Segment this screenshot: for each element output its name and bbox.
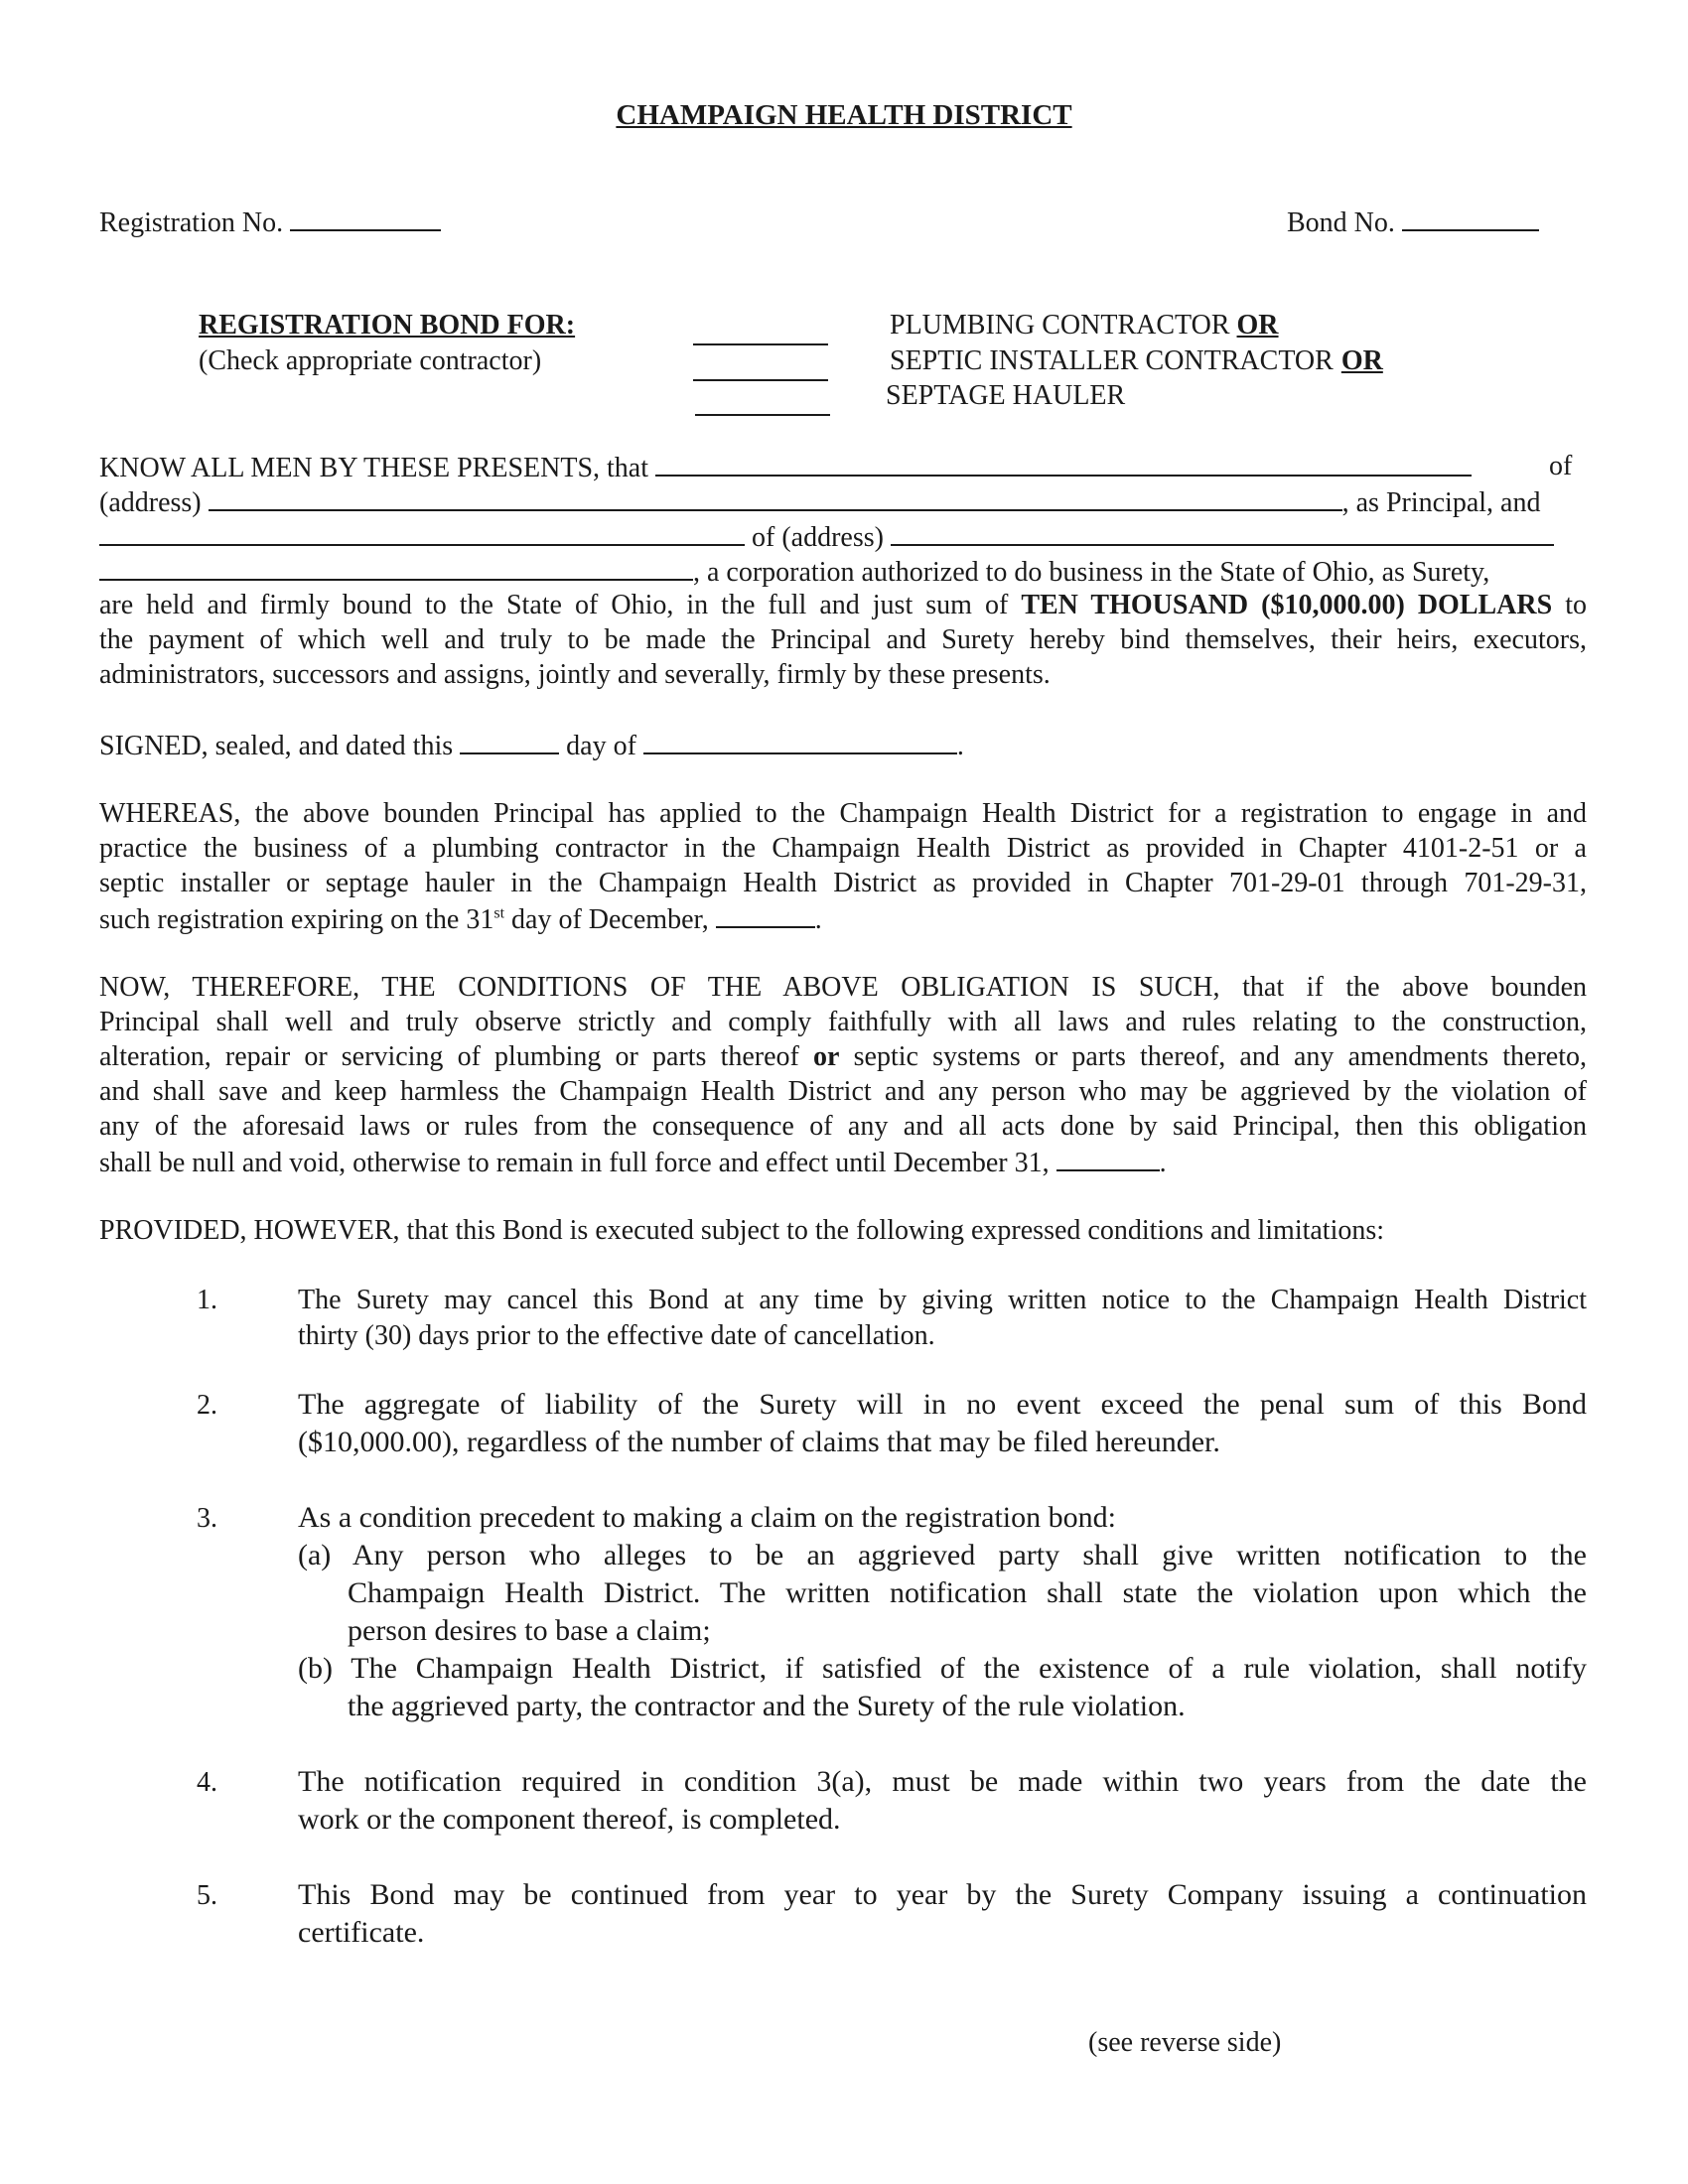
know-line-4: , a corporation authorized to do business in the State of Ohio, as Surety, <box>99 553 1489 591</box>
condition-2-number: 2. <box>197 1390 217 1421</box>
bond-amount: TEN THOUSAND ($10,000.00) DOLLARS <box>1021 590 1553 620</box>
option-or: OR <box>1236 310 1279 341</box>
surety-address-field[interactable] <box>891 518 1554 546</box>
condition-3-number: 3. <box>197 1503 217 1534</box>
know-line-7: administrators, successors and assigns, jointly and severally, firmly by these presents. <box>99 659 1051 690</box>
condition-4: The notification required in condition 3(a), must be made within two years from the date the work or the component thereof, is completed. <box>298 1765 1587 1836</box>
bond-label: Bond No. <box>1287 207 1395 238</box>
know-line-1: KNOW ALL MEN BY THESE PRESENTS, that <box>99 449 1472 486</box>
condition-3b: (b) The Champaign Health District, if satisfied of the existence of a rule violation, shall notify <box>298 1652 1587 1685</box>
option-septage-hauler: SEPTAGE HAULER <box>886 380 1126 411</box>
option-or: OR <box>1340 345 1383 376</box>
footer-note: (see reverse side) <box>1088 2027 1282 2058</box>
know-paragraph-tail <box>99 588 1587 692</box>
bond-number-field[interactable] <box>1402 204 1539 231</box>
checkbox-line-plumbing[interactable] <box>693 318 828 345</box>
condition-5-number: 5. <box>197 1880 217 1911</box>
condition-1: The Surety may cancel this Bond at any time by giving written notice to the Champaign Health District thirty (30) days prior to the effective date of cancellation. <box>298 1285 1587 1351</box>
know-line-6: the payment of which well and truly to be made the Principal and Surety hereby bind themselves, their heirs, executors, <box>99 624 1587 655</box>
option-plumbing-contractor: PLUMBING CONTRACTOR OR <box>890 310 1279 341</box>
signed-day-field[interactable] <box>460 727 559 754</box>
registration-label: Registration No. <box>99 207 284 238</box>
condition-4-number: 4. <box>197 1767 217 1798</box>
know-line-5: are held and firmly bound to the State of Ohio, in the full and just sum of TEN THOUSAND ($10,000.00) DOLLARS to <box>99 590 1587 620</box>
principal-address-field[interactable] <box>209 483 1342 511</box>
bond-for-note: (Check appropriate contractor) <box>199 345 542 376</box>
know-line-3: of (address) <box>99 518 1554 556</box>
registration-number-field[interactable] <box>290 204 441 231</box>
expiration-year-field[interactable] <box>1056 1144 1160 1171</box>
whereas-paragraph: WHEREAS, the above bounden Principal has applied to the Champaign Health District for a registration to engage in and practice the business of a plumbing contractor in the Champaign Health District as provided in Chapter 4101-2-51 or a septic installer or septage hauler in the Champaign Health District as provided in Chapter 701-29-01 through 701-29-31, such registration expiring on the 31st day of December, . <box>99 798 1587 935</box>
surety-name-field[interactable] <box>99 518 745 546</box>
whereas-year-field[interactable] <box>716 900 815 928</box>
signed-month-field[interactable] <box>643 727 957 754</box>
checkbox-line-septage-hauler[interactable] <box>695 388 830 416</box>
condition-5: This Bond may be continued from year to year by the Surety Company issuing a continuation certificate. <box>298 1878 1587 1949</box>
now-therefore-paragraph: NOW, THEREFORE, THE CONDITIONS OF THE ABOVE OBLIGATION IS SUCH, that if the above bounden Principal shall well and truly observe strictly and comply faithfully with all laws and rules relating to the construction, alteration, repair or servicing of plumbing or parts thereof or septic systems or parts thereof, and any amendments thereto, and shall save and keep harmless the Champaign Health District and any person who may be aggrieved by the violation of any of the aforesaid laws or rules from the consequence of any and all acts done by said Principal, then this obligation shall be null and void, otherwise to remain in full force and effect until December 31, . <box>99 972 1587 1178</box>
know-of-label: of <box>1549 451 1573 481</box>
condition-2: The aggregate of liability of the Surety will in no event exceed the penal sum of this Bond ($10,000.00), regardless of the number of claims that may be filed hereunder. <box>298 1388 1587 1458</box>
bond-for-heading: REGISTRATION BOND FOR: <box>199 310 576 341</box>
principal-name-field[interactable] <box>655 449 1472 477</box>
option-septic-installer-contractor: SEPTIC INSTALLER CONTRACTOR OR <box>890 345 1383 376</box>
registration-number-row <box>99 204 441 241</box>
checkbox-line-septic-installer[interactable] <box>693 353 828 381</box>
condition-3a: (a) Any person who alleges to be an aggrieved party shall give written notification to the <box>298 1539 1587 1571</box>
page-title: CHAMPAIGN HEALTH DISTRICT <box>616 99 1072 131</box>
provided-line: PROVIDED, HOWEVER, that this Bond is executed subject to the following expressed conditions and limitations: <box>99 1215 1385 1246</box>
signed-line: SIGNED, sealed, and dated this day of . <box>99 727 964 764</box>
condition-3: As a condition precedent to making a claim on the registration bond: (a) Any person who alleges to be an aggrieved party shall give written notification to the Champaign Health District. The written notification shall state the violation upon which the person desires to base a claim; (b) The Champaign Health District, if satisfied of the existence of a rule violation, shall notify the aggrieved party, the contractor and the Surety of the rule violation. <box>298 1501 1587 1722</box>
surety-address-field-2[interactable] <box>99 553 693 581</box>
condition-1-number: 1. <box>197 1285 217 1315</box>
know-line-2: (address) , as Principal, and <box>99 483 1540 521</box>
bond-number-row <box>1287 204 1539 241</box>
